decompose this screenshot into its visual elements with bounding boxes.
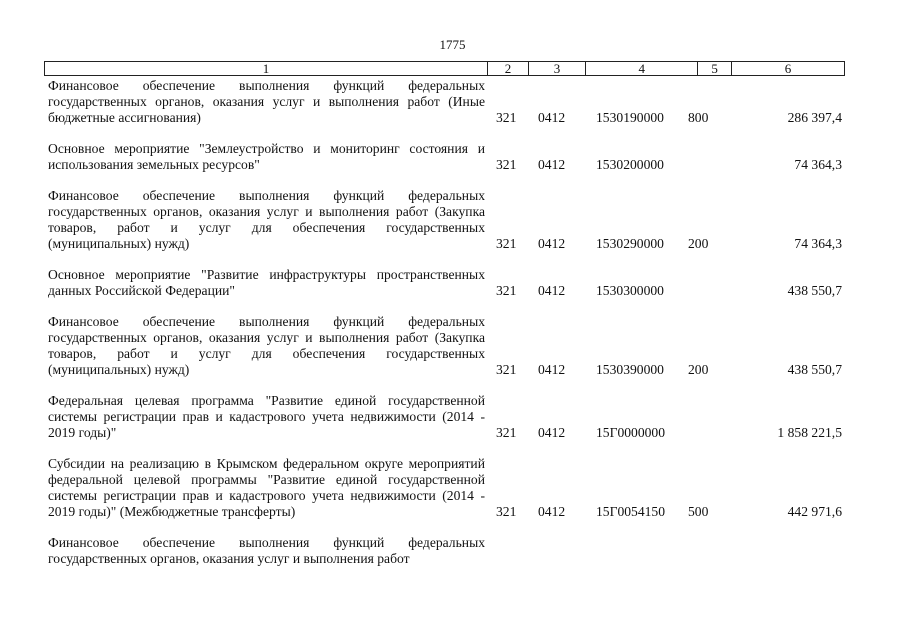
row-col-2: 321	[496, 283, 517, 298]
row-col-3: 0412	[538, 110, 566, 125]
row-col-2: 321	[496, 425, 517, 440]
table-row	[48, 456, 845, 520]
table-row	[48, 141, 845, 173]
table-body	[48, 78, 845, 582]
row-col-2: 321	[496, 157, 517, 172]
row-col-6: 74 364,3	[794, 236, 842, 251]
row-col-5: 500	[688, 504, 709, 519]
row-description: Финансовое обеспечение выполнения функций федеральных государственных органов, оказания услуг и выполнения работ (Иные бюджетные ассигнования)	[48, 78, 485, 125]
row-description: Основное мероприятие "Землеустройство и мониторинг состояния и использования земельных ресурсов"	[48, 141, 485, 172]
header-col-3: 3	[528, 62, 586, 75]
row-col-2: 321	[496, 110, 517, 125]
row-col-2: 321	[496, 362, 517, 377]
row-description: Финансовое обеспечение выполнения функций федеральных государственных органов, оказания услуг и выполнения работ (Закупка товаров, работ и услуг для обеспечения государственных (муниципальных) нужд)	[48, 314, 485, 377]
header-col-2: 2	[487, 62, 528, 75]
row-col-6: 74 364,3	[794, 157, 842, 172]
row-col-2: 321	[496, 236, 517, 251]
row-col-6: 438 550,7	[787, 362, 842, 377]
row-col-4: 1530190000	[596, 110, 664, 125]
row-description: Субсидии на реализацию в Крымском федеральном округе мероприятий федеральной целевой программы "Развитие единой государственной системы регистрации прав и кадастрового учета недвижимости (2014 - 2019 годы)" (Межбюджетные трансферты)	[48, 456, 485, 519]
row-col-3: 0412	[538, 425, 566, 440]
page-number: 1775	[439, 37, 466, 52]
row-col-5: 200	[688, 362, 709, 377]
row-col-4: 1530300000	[596, 283, 664, 298]
row-col-3: 0412	[538, 362, 566, 377]
row-col-4: 15Г0054150	[596, 504, 666, 519]
row-col-3: 0412	[538, 283, 566, 298]
table-row	[48, 535, 845, 567]
row-col-4: 1530290000	[596, 236, 664, 251]
row-col-2: 321	[496, 504, 517, 519]
row-col-6: 1 858 221,5	[777, 425, 842, 440]
table-header	[44, 61, 845, 76]
header-col-4: 4	[585, 62, 697, 75]
row-description: Основное мероприятие "Развитие инфраструктуры пространственных данных Российской Федерации"	[48, 267, 485, 298]
row-col-5: 800	[688, 110, 709, 125]
header-col-5: 5	[697, 62, 731, 75]
row-col-3: 0412	[538, 236, 566, 251]
header-col-1: 1	[262, 61, 270, 76]
row-col-6: 286 397,4	[787, 110, 842, 125]
table-row	[48, 314, 845, 378]
row-col-6: 438 550,7	[787, 283, 842, 298]
row-col-4: 1530200000	[596, 157, 664, 172]
row-col-4: 15Г0000000	[596, 425, 666, 440]
table-row	[48, 78, 845, 126]
row-col-3: 0412	[538, 504, 566, 519]
header-col-6: 6	[731, 62, 844, 75]
row-description: Федеральная целевая программа "Развитие единой государственной системы регистрации прав и кадастрового учета недвижимости (2014 - 2019 годы)"	[48, 393, 485, 440]
table-row	[48, 393, 845, 441]
row-description: Финансовое обеспечение выполнения функций федеральных государственных органов, оказания услуг и выполнения работ	[48, 535, 485, 566]
row-col-3: 0412	[538, 157, 566, 172]
table-row	[48, 267, 845, 299]
row-col-4: 1530390000	[596, 362, 664, 377]
row-col-5: 200	[688, 236, 709, 251]
table-row	[48, 188, 845, 252]
row-description: Финансовое обеспечение выполнения функций федеральных государственных органов, оказания услуг и выполнения работ (Закупка товаров, работ и услуг для обеспечения государственных (муниципальных) нужд)	[48, 188, 485, 251]
row-col-6: 442 971,6	[787, 504, 842, 519]
